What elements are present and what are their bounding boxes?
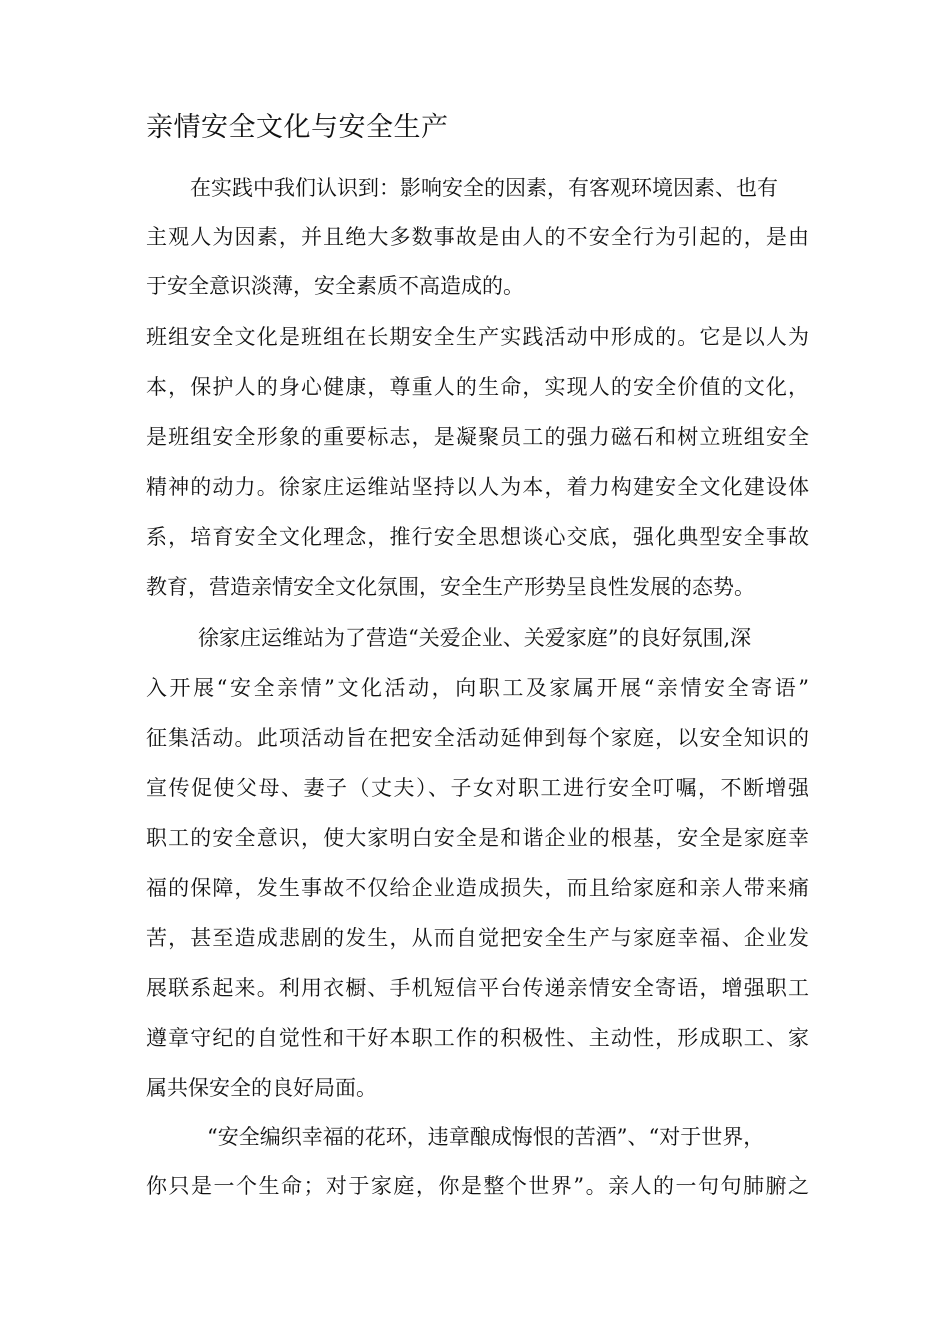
paragraph-line: 系，培育安全文化理念，推行安全思想谈心交底，强化典型安全事故: [146, 525, 809, 549]
paragraph-line: 主观人为因素，并且绝大多数事故是由人的不安全行为引起的，是由: [146, 225, 809, 249]
paragraph-line: 苦，甚至造成悲剧的发生，从而自觉把安全生产与家庭幸福、企业发: [146, 926, 809, 950]
paragraph-line: 精神的动力。徐家庄运维站坚持以人为本，着力构建安全文化建设体: [146, 475, 809, 499]
paragraph-line: “安全编织幸福的花环，违章酿成悔恨的苦酒”、“对于世界，: [207, 1125, 765, 1149]
paragraph-line: 是班组安全形象的重要标志，是凝聚员工的强力磁石和树立班组安全: [146, 425, 809, 449]
paragraph-line: 入开展“安全亲情”文化活动，向职工及家属开展“亲情安全寄语”: [146, 676, 809, 700]
paragraph-line: 展联系起来。利用衣橱、手机短信平台传递亲情安全寄语，增强职工: [146, 976, 809, 1000]
document-title: 亲情安全文化与安全生产: [146, 112, 449, 143]
paragraph-line: 班组安全文化是班组在长期安全生产实践活动中形成的。它是以人为: [146, 325, 809, 349]
paragraph-line: 教育，营造亲情安全文化氛围，安全生产形势呈良性发展的态势。: [146, 575, 755, 599]
paragraph-line: 宣传促使父母、妻子（丈夫）、子女对职工进行安全叮嘱，不断增强: [146, 776, 809, 800]
paragraph-line: 本，保护人的身心健康，尊重人的生命，实现人的安全价值的文化，: [146, 375, 809, 399]
paragraph-line: 于安全意识淡薄，安全素质不高造成的。: [146, 274, 524, 298]
paragraph-line: 你只是一个生命；对于家庭，你是整个世界”。亲人的一句句肺腑之: [146, 1174, 809, 1198]
paragraph-line: 遵章守纪的自觉性和干好本职工作的积极性、主动性，形成职工、家: [146, 1026, 809, 1050]
paragraph-line: 职工的安全意识，使大家明白安全是和谐企业的根基，安全是家庭幸: [146, 826, 809, 850]
paragraph-line: 在实践中我们认识到：影响安全的因素，有客观环境因素、也有: [190, 176, 778, 200]
paragraph-line: 徐家庄运维站为了营造“关爱企业、关爱家庭”的良好氛围,深: [198, 626, 752, 650]
paragraph-line: 征集活动。此项活动旨在把安全活动延伸到每个家庭，以安全知识的: [146, 726, 809, 750]
paragraph-line: 属共保安全的良好局面。: [146, 1076, 377, 1100]
paragraph-line: 福的保障，发生事故不仅给企业造成损失，而且给家庭和亲人带来痛: [146, 876, 809, 900]
